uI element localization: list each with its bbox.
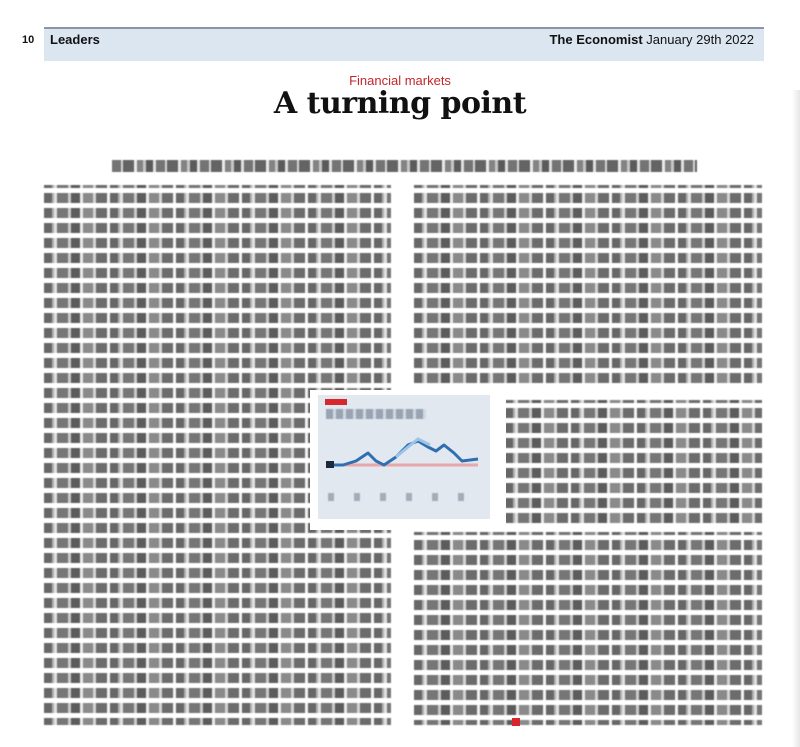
masthead-brand: The Economist	[549, 32, 643, 47]
body-column-right-bottom-blurred	[414, 532, 762, 725]
issue-date: January 29th 2022	[646, 32, 754, 47]
page-number: 10	[22, 34, 35, 46]
page-edge-shadow	[792, 90, 800, 747]
body-column-right-mid-blurred	[505, 400, 762, 525]
end-mark	[512, 718, 520, 726]
article-rubric: Financial markets	[349, 73, 451, 88]
section-name: Leaders	[50, 32, 100, 47]
article-headline: A turning point	[273, 86, 527, 121]
chart-light-line	[396, 439, 430, 457]
chart-figure	[318, 395, 490, 519]
body-column-right-top-blurred	[414, 185, 762, 385]
chart-marker	[326, 461, 334, 468]
standfirst-blurred-text	[112, 160, 697, 172]
masthead	[549, 32, 754, 47]
chart-ticks-blurred	[328, 493, 478, 501]
